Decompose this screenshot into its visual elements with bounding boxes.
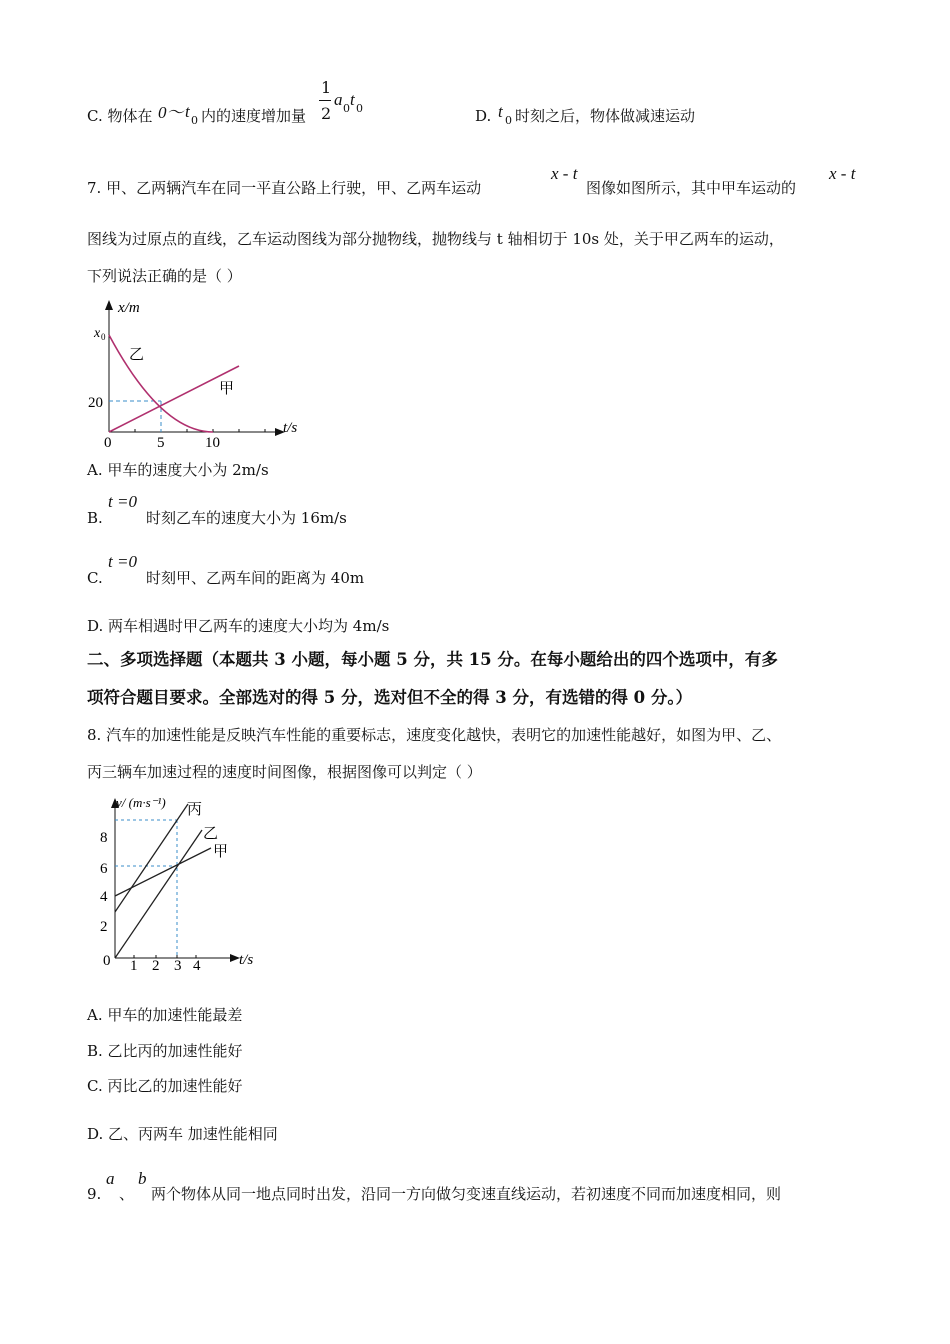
q6-a0-sub: 0 xyxy=(343,102,350,115)
q6-option-c-range: 0～ xyxy=(158,103,184,122)
q8-y-label: v/ (m·s⁻¹) xyxy=(116,795,166,810)
q8-ytick-0: 0 xyxy=(103,953,111,969)
q7-xt-1: x - t xyxy=(551,164,578,183)
q8-stem-line2: 丙三辆车加速过程的速度时间图像，根据图像可以判定（ ） xyxy=(87,763,482,781)
q7-x-label: t/s xyxy=(283,420,298,436)
q6-option-d-text: 时刻之后，物体做减速运动 xyxy=(515,107,696,125)
q7-tick-5: 5 xyxy=(157,435,165,451)
q7-option-b-eq: t =0 xyxy=(108,492,137,511)
q7-option-a: A. 甲车的速度大小为 2m/s xyxy=(87,461,269,479)
q8-ytick-6: 6 xyxy=(100,861,108,877)
q8-option-d: D. 乙、丙两车 加速性能相同 xyxy=(87,1125,278,1143)
q7-x0-label: x xyxy=(94,326,101,341)
q8-label-bing: 丙 xyxy=(187,802,203,818)
q8-x-label: t/s xyxy=(239,952,254,968)
q8-ytick-8: 8 xyxy=(100,830,108,846)
q7-x0-sub: 0 xyxy=(101,332,106,342)
q8-option-a: A. 甲车的加速性能最差 xyxy=(87,1006,243,1024)
q7-y-label: x/m xyxy=(118,300,140,316)
q6-option-c-t0-sub: 0 xyxy=(191,114,198,127)
q8-line-yi xyxy=(115,830,202,958)
section2-heading-line2: 项符合题目要求。全部选对的得 5 分，选对但不全的得 3 分，有选错的得 0 分。） xyxy=(87,688,693,707)
q9-var-b: b xyxy=(138,1169,147,1188)
q6-option-c-mid: 内的速度增加量 xyxy=(201,107,307,125)
q6-fraction-denominator: 2 xyxy=(321,104,332,123)
q7-xt-graph xyxy=(85,292,315,452)
q8-option-c: C. 丙比乙的加速性能好 xyxy=(87,1077,243,1095)
q6-option-d-t0: t xyxy=(498,102,503,121)
q7-option-c-prefix: C. xyxy=(87,569,103,587)
q6-t0b: t xyxy=(350,90,355,109)
q9-stem: 两个物体从同一地点同时出发，沿同一方向做匀变速直线运动，若初速度不同而加速度相同，则 xyxy=(151,1185,782,1203)
q8-xtick-1: 1 xyxy=(130,958,138,974)
q7-y-axis-arrow xyxy=(105,300,113,310)
q8-line-jia xyxy=(115,848,211,896)
q7-option-c-eq: t =0 xyxy=(108,552,137,571)
q7-label-yi: 乙 xyxy=(129,347,145,363)
q8-ytick-2: 2 xyxy=(100,919,108,935)
q9-number: 9. xyxy=(87,1185,102,1203)
q7-tick-20: 20 xyxy=(88,395,103,411)
q7-stem-line1a: 7. 甲、乙两辆汽车在同一平直公路上行驶，甲、乙两车运动 xyxy=(87,179,482,197)
q7-stem-line2: 图线为过原点的直线，乙车运动图线为部分抛物线，抛物线与 t 轴相切于 10s 处，关于甲乙两车的运动， xyxy=(87,230,784,248)
q6-fraction-bar xyxy=(319,100,331,101)
q8-xtick-3: 3 xyxy=(174,958,182,974)
q7-tick-0: 0 xyxy=(104,435,112,451)
q7-option-b-prefix: B. xyxy=(87,509,103,527)
q7-xt-2: x - t xyxy=(829,164,856,183)
q8-vt-graph xyxy=(90,788,270,978)
q7-option-b-text: 时刻乙车的速度大小为 16m/s xyxy=(146,509,347,527)
q9-var-a: a xyxy=(106,1169,115,1188)
q6-option-d-prefix: D. xyxy=(475,107,492,125)
q6-option-d-t0-sub: 0 xyxy=(505,114,512,127)
q8-xtick-4: 4 xyxy=(193,958,201,974)
q8-stem-line1: 8. 汽车的加速性能是反映汽车性能的重要标志，速度变化越快，表明它的加速性能越好，如图为甲、乙、 xyxy=(87,726,782,744)
q7-label-jia: 甲 xyxy=(219,381,235,397)
q7-stem-line1b: 图像如图所示，其中甲车运动的 xyxy=(586,179,797,197)
q6-t0b-sub: 0 xyxy=(356,102,363,115)
q6-option-c-t0: t xyxy=(185,102,190,121)
q7-stem-line3: 下列说法正确的是（ ） xyxy=(87,267,242,285)
q7-option-c-text: 时刻甲、乙两车间的距离为 40m xyxy=(146,569,365,587)
q8-ytick-4: 4 xyxy=(100,889,108,905)
q8-xtick-2: 2 xyxy=(152,958,160,974)
q9-separator: 、 xyxy=(119,1185,135,1203)
q7-tick-10: 10 xyxy=(205,435,220,451)
q7-line-jia xyxy=(109,366,239,432)
q8-label-yi: 乙 xyxy=(203,826,219,842)
q6-fraction-numerator: 1 xyxy=(321,78,332,97)
section2-heading-line1: 二、多项选择题（本题共 3 小题，每小题 5 分，共 15 分。在每小题给出的四个选项中，有多 xyxy=(87,650,778,669)
q7-option-d: D. 两车相遇时甲乙两车的速度大小均为 4m/s xyxy=(87,617,390,635)
q6-a0: a xyxy=(334,90,343,109)
q6-option-c-prefix: C. 物体在 xyxy=(87,107,153,125)
q8-label-jia: 甲 xyxy=(213,844,229,860)
q8-option-b: B. 乙比丙的加速性能好 xyxy=(87,1042,243,1060)
